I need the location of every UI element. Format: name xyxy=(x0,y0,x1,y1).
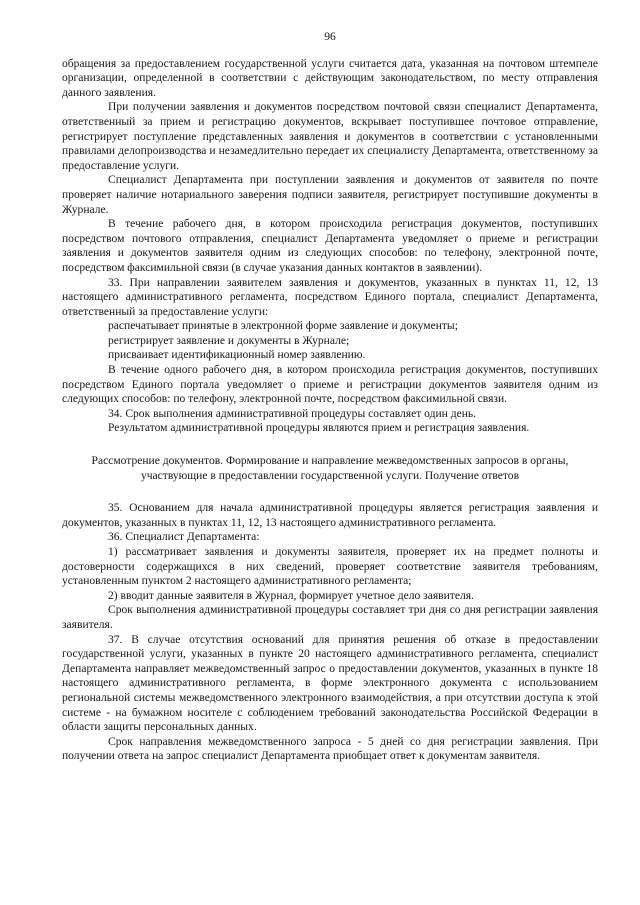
paragraph: При получении заявления и документов посредством почтовой связи специалист Департамента, ответственный за прием и регистрацию документов, вскрывает поступившее почтовое отправление, регистрирует поступление представленных заявления и документов в соответствии с установленными правилами делопроизводства и незамедлительно передает их специалисту Департамента, ответственному за предоставление услуги. xyxy=(62,101,598,172)
paragraph: В течение рабочего дня, в котором происходила регистрация документов, поступивших посредством почтового отправления, специалист Департамента уведомляет о приеме и регистрации заявления и документов заявителя одним из следующих способов: по телефону, электронной почте, посредством факсимильной связи (в случае указания данных контактов в заявлении). xyxy=(62,218,598,274)
list-item: распечатывает принятые в электронной форме заявление и документы; xyxy=(108,320,458,333)
list-item: присваивает идентификационный номер заявлению. xyxy=(108,349,366,362)
body-text-bottom xyxy=(62,501,598,764)
list-item: регистрирует заявление и документы в Журнале; xyxy=(108,334,350,347)
body-text-top xyxy=(62,57,598,436)
paragraph: Результатом административной процедуры являются прием и регистрация заявления. xyxy=(108,422,530,435)
paragraph: В течение одного рабочего дня, в котором происходила регистрация документов, поступивших посредством Единого портала уведомляет о приеме и регистрации документов заявителя одним из следующих способов: по телефону, электронной почте, посредством факсимильной связи. xyxy=(62,364,598,406)
paragraph: Специалист Департамента при поступлении заявления и документов от заявителя по почте проверяет наличие нотариального заверения подписи заявителя, регистрирует поступившие документы в Журнале. xyxy=(62,174,598,216)
paragraph: 33. При направлении заявителем заявления и документов, указанных в пунктах 11, 12, 13 настоящего административного регламента, посредством Единого портала, специалист Департамента, ответственный за предоставление услуги: xyxy=(62,276,598,318)
paragraph: 35. Основанием для начала административной процедуры является регистрация заявления и документов, указанных в пунктах 11, 12, 13 настоящего административного регламента. xyxy=(62,502,598,529)
paragraph: 34. Срок выполнения административной процедуры составляет один день. xyxy=(108,407,477,420)
paragraph: 37. В случае отсутствия оснований для принятия решения об отказе в предоставлении государственной услуги, указанных в пункте 20 настоящего административного регламента, специалист Департамента направляет межведомственный запрос о предоставлении документов, указанных в пункте 18 настоящего административного регламента, в форме электронного документа с использованием региональной системы межведомственного электронного взаимодействия, а при отсутствии доступа к этой системе - на бумажном носителе с соблюдением требований законодательства Российской Федерации в области защиты персональных данных. xyxy=(62,633,598,734)
paragraph: Срок выполнения административной процедуры составляет три дня со дня регистрации заявления заявителя. xyxy=(62,604,598,631)
page-number: 96 xyxy=(324,31,336,43)
paragraph: 2) вводит данные заявителя в Журнал, формирует учетное дело заявителя. xyxy=(108,589,474,602)
paragraph: 36. Специалист Департамента: xyxy=(108,531,260,544)
section-heading: Рассмотрение документов. Формирование и направление межведомственных запросов в органы, участвующие в предоставлении государственной услуги. Получение ответов xyxy=(91,455,569,482)
paragraph: 1) рассматривает заявления и документы заявителя, проверяет их на предмет полноты и достоверности содержащихся в них сведений, проверяет соответствие заявителя требованиям, установленным пунктом 2 настоящего административного регламента; xyxy=(62,546,598,588)
paragraph: Срок направления межведомственного запроса - 5 дней со дня регистрации заявления. При получении ответа на запрос специалист Департамента приобщает ответ к документам заявителя. xyxy=(62,735,598,763)
paragraph: обращения за предоставлением государственной услуги считается дата, указанная на почтовом штемпеле организации, определенной в соответствии с действующим законодательством, по месту отправления данного заявления. xyxy=(62,57,598,99)
